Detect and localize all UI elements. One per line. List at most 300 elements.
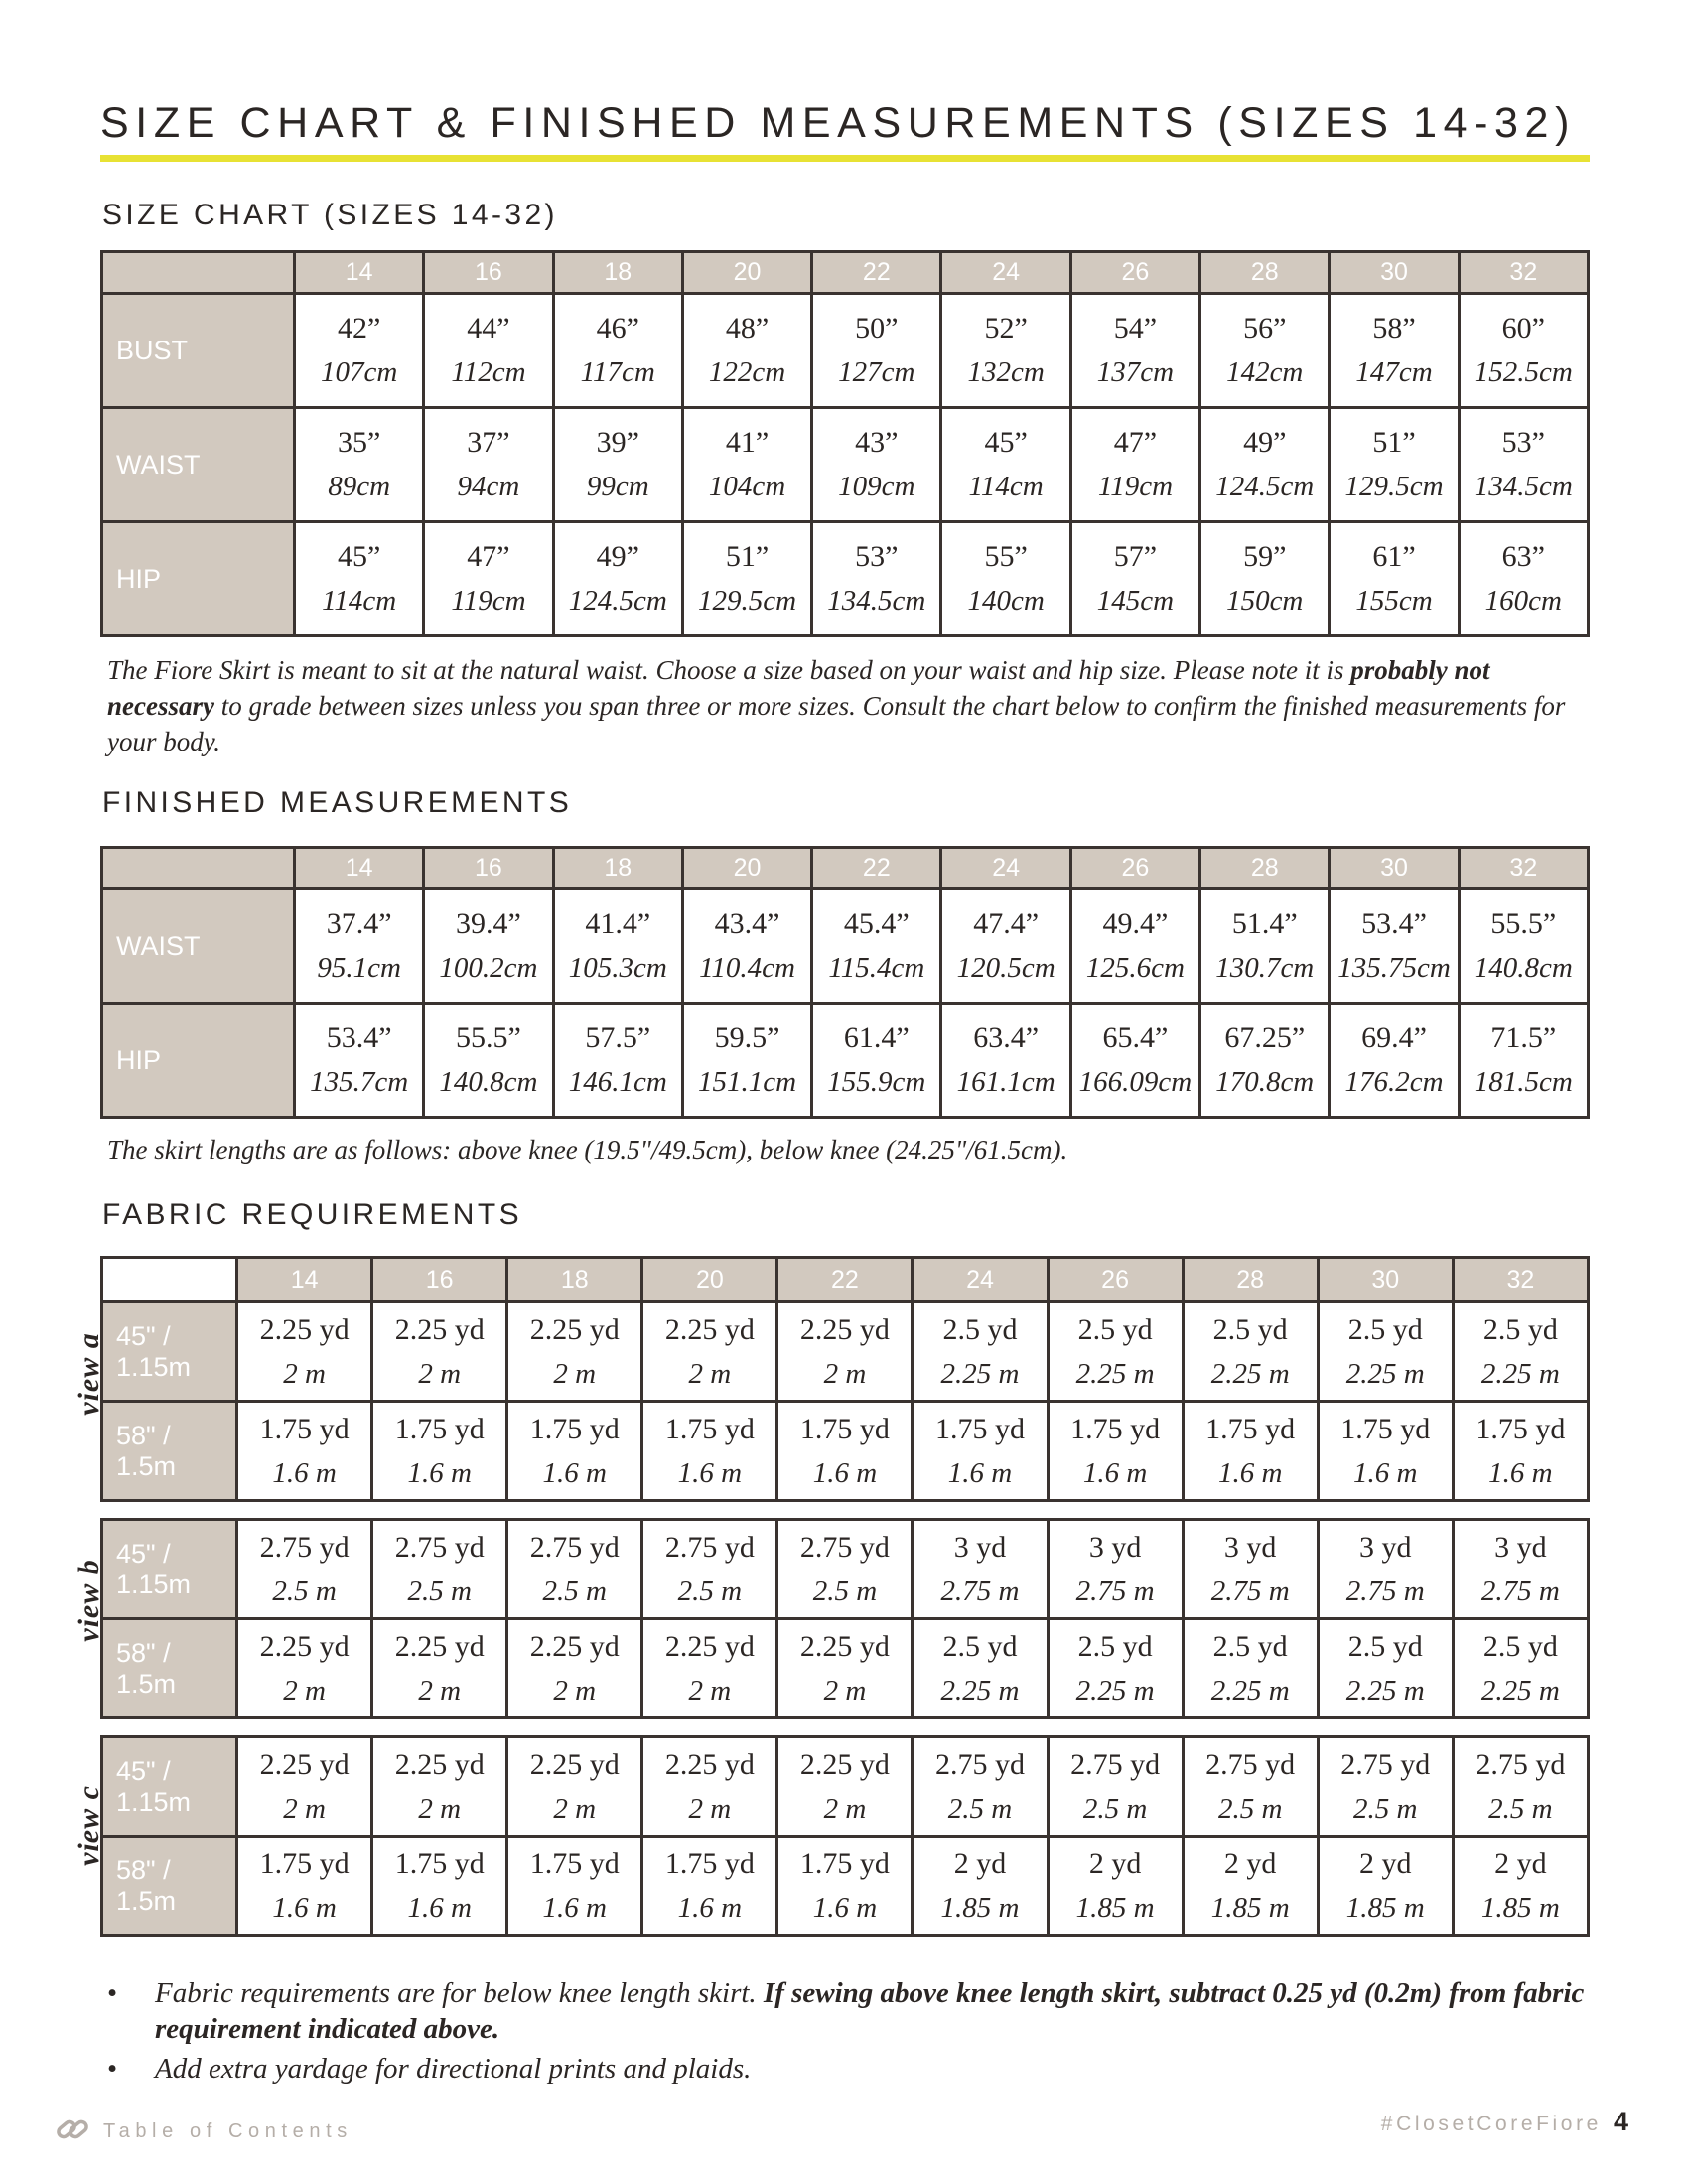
row-label: 58" / 1.5m (102, 1619, 237, 1718)
size-header: 30 (1330, 848, 1459, 889)
size-header: 26 (1070, 252, 1199, 294)
measurement-cell (1048, 1837, 1183, 1936)
imperial-value: 2.25 yd (394, 1629, 485, 1663)
measurement-cell (682, 408, 811, 522)
measurement-cell (295, 1004, 424, 1118)
measurement-cell (1200, 522, 1330, 636)
metric-value: 1.6 m (407, 1456, 472, 1489)
imperial-value: 2.25 yd (529, 1312, 620, 1346)
metric-value: 124.5cm (568, 585, 667, 616)
metric-value: 2.5 m (1082, 1792, 1148, 1825)
page-title: SIZE CHART & FINISHED MEASUREMENTS (SIZES 14-32) (100, 99, 1576, 147)
metric-value: 155cm (1355, 585, 1433, 616)
fabric-note-1-text: Fabric requirements are for below knee length skirt. (155, 1978, 764, 2009)
measurement-cell (1453, 1837, 1588, 1936)
metric-value: 1.85 m (1345, 1891, 1425, 1924)
imperial-value: 1.75 yd (394, 1412, 485, 1445)
imperial-value: 1.75 yd (1340, 1412, 1431, 1445)
skirt-lengths-note: The skirt lengths are as follows: above knee (19.5"/49.5cm), below knee (24.25"/61.5cm). (107, 1135, 1068, 1164)
imperial-value: 47.4” (973, 907, 1040, 940)
view-separator (102, 1718, 1589, 1737)
imperial-value: 43” (855, 426, 899, 459)
header-row (102, 252, 1589, 294)
imperial-value: 2.5 yd (1347, 1629, 1423, 1663)
view-c-label: view c (72, 1785, 105, 1866)
metric-value: 2 m (688, 1674, 732, 1706)
page-number: 4 (1613, 2107, 1628, 2136)
metric-value: 109cm (838, 471, 915, 502)
imperial-value: 44” (467, 312, 510, 344)
imperial-value: 1.75 yd (664, 1846, 755, 1880)
imperial-value: 53.4” (1361, 907, 1427, 940)
measurement-cell (1070, 522, 1199, 636)
size-header: 16 (424, 848, 553, 889)
metric-value: 150cm (1226, 585, 1304, 616)
imperial-value: 2.5 yd (942, 1629, 1018, 1663)
imperial-value: 2.5 yd (942, 1312, 1018, 1346)
measurement-cell (372, 1619, 507, 1718)
metric-value: 89cm (328, 471, 391, 502)
imperial-value: 71.5” (1490, 1022, 1557, 1054)
imperial-value: 35” (337, 426, 381, 459)
imperial-value: 50” (855, 312, 899, 344)
imperial-value: 57.5” (585, 1022, 651, 1054)
measurement-cell (1200, 294, 1330, 408)
measurement-cell (295, 522, 424, 636)
measurement-cell (682, 294, 811, 408)
imperial-value: 1.75 yd (1070, 1412, 1161, 1445)
imperial-value: 55.5” (456, 1022, 521, 1054)
size-header: 18 (553, 252, 682, 294)
imperial-value: 2 yd (1088, 1846, 1142, 1880)
imperial-value: 1.75 yd (259, 1412, 350, 1445)
measurement-cell (1453, 1737, 1588, 1837)
measurement-cell (777, 1302, 913, 1402)
measurement-cell (1318, 1520, 1453, 1619)
imperial-value: 42” (337, 312, 381, 344)
view-separator-cell (102, 1501, 1589, 1520)
measurement-cell (507, 1520, 642, 1619)
imperial-value: 2.25 yd (664, 1747, 755, 1781)
imperial-value: 61” (1372, 540, 1416, 573)
metric-value: 125.6cm (1085, 952, 1185, 984)
imperial-value: 2.5 yd (1212, 1312, 1288, 1346)
imperial-value: 63.4” (973, 1022, 1040, 1054)
measurement-cell (1048, 1520, 1183, 1619)
metric-value: 2.5 m (1217, 1792, 1283, 1825)
imperial-value: 2.25 yd (394, 1747, 485, 1781)
metric-value: 2 m (823, 1792, 867, 1825)
imperial-value: 2.75 yd (1070, 1747, 1161, 1781)
imperial-value: 65.4” (1102, 1022, 1169, 1054)
size-header: 32 (1453, 1258, 1588, 1302)
metric-value: 112cm (451, 356, 526, 388)
size-header: 24 (941, 848, 1070, 889)
metric-value: 100.2cm (439, 952, 538, 984)
measurement-cell (1453, 1520, 1588, 1619)
size-chart-note (107, 652, 1597, 759)
measurement-cell (642, 1302, 777, 1402)
measurement-cell (1453, 1619, 1588, 1718)
imperial-value: 2.75 yd (664, 1530, 755, 1564)
measurement-cell (777, 1402, 913, 1501)
imperial-value: 37” (467, 426, 510, 459)
metric-value: 2.25 m (1210, 1357, 1290, 1390)
imperial-value: 55.5” (1490, 907, 1557, 940)
metric-value: 161.1cm (956, 1066, 1055, 1098)
imperial-value: 1.75 yd (529, 1412, 620, 1445)
imperial-value: 2.5 yd (1482, 1629, 1558, 1663)
imperial-value: 41” (725, 426, 770, 459)
metric-value: 2.25 m (1345, 1357, 1425, 1390)
metric-value: 2 m (688, 1792, 732, 1825)
measurement-cell (1200, 1004, 1330, 1118)
metric-value: 146.1cm (568, 1066, 667, 1098)
measurement-cell (237, 1520, 372, 1619)
fabric-notes (107, 1976, 1597, 2091)
metric-value: 2 m (823, 1357, 867, 1390)
imperial-value: 2.25 yd (799, 1747, 890, 1781)
size-chart-table (100, 250, 1590, 637)
imperial-value: 1.75 yd (1205, 1412, 1296, 1445)
metric-value: 2.25 m (1345, 1674, 1425, 1706)
imperial-value: 54” (1113, 312, 1158, 344)
metric-value: 2.75 m (1210, 1574, 1290, 1607)
metric-value: 1.85 m (1480, 1891, 1560, 1924)
measurement-cell (424, 294, 553, 408)
metric-value: 104cm (708, 471, 786, 502)
measurement-cell (237, 1619, 372, 1718)
measurement-cell (507, 1837, 642, 1936)
metric-value: 99cm (586, 471, 649, 502)
imperial-value: 2.5 yd (1212, 1629, 1288, 1663)
measurement-cell (1070, 889, 1199, 1004)
imperial-value: 3 yd (1223, 1530, 1277, 1564)
imperial-value: 37.4” (326, 907, 392, 940)
metric-value: 120.5cm (956, 952, 1055, 984)
imperial-value: 52” (984, 312, 1028, 344)
imperial-value: 45.4” (843, 907, 910, 940)
imperial-value: 59” (1243, 540, 1287, 573)
size-header: 24 (941, 252, 1070, 294)
table-row (102, 1737, 1589, 1837)
hashtag: #ClosetCoreFiore (1380, 2113, 1602, 2135)
measurement-cell (1453, 1402, 1588, 1501)
imperial-value: 2.75 yd (1476, 1747, 1566, 1781)
metric-value: 2.75 m (1075, 1574, 1155, 1607)
size-header: 24 (913, 1258, 1048, 1302)
measurement-cell (777, 1837, 913, 1936)
fabric-note-1 (107, 1976, 1597, 2047)
measurement-cell (812, 294, 941, 408)
imperial-value: 1.75 yd (259, 1846, 350, 1880)
measurement-cell (682, 889, 811, 1004)
corner-cell (102, 252, 295, 294)
imperial-value: 2 yd (1494, 1846, 1547, 1880)
imperial-value: 51” (1372, 426, 1416, 459)
imperial-value: 1.75 yd (664, 1412, 755, 1445)
metric-value: 1.6 m (812, 1456, 878, 1489)
measurement-cell (372, 1837, 507, 1936)
measurement-cell (295, 408, 424, 522)
fabric-note-2-text: Add extra yardage for directional prints and plaids. (155, 2053, 752, 2085)
measurement-cell (642, 1520, 777, 1619)
measurement-cell (1183, 1837, 1318, 1936)
measurement-cell (424, 1004, 553, 1118)
size-chart-heading: SIZE CHART (SIZES 14-32) (102, 199, 558, 231)
imperial-value: 47” (467, 540, 510, 573)
measurement-cell (424, 522, 553, 636)
metric-value: 129.5cm (1344, 471, 1444, 502)
metric-value: 119cm (451, 585, 526, 616)
metric-value: 94cm (457, 471, 520, 502)
measurement-cell (812, 522, 941, 636)
imperial-value: 2.5 yd (1077, 1629, 1153, 1663)
metric-value: 137cm (1096, 356, 1175, 388)
metric-value: 95.1cm (317, 952, 401, 984)
metric-value: 2.75 m (1480, 1574, 1560, 1607)
metric-value: 119cm (1097, 471, 1174, 502)
fabric-requirements-table (100, 1256, 1590, 1937)
table-row (102, 1302, 1589, 1402)
measurement-cell (372, 1737, 507, 1837)
imperial-value: 2 yd (953, 1846, 1007, 1880)
metric-value: 1.6 m (1488, 1456, 1553, 1489)
measurement-cell (941, 408, 1070, 522)
row-label: WAIST (102, 408, 295, 522)
metric-value: 1.6 m (1353, 1456, 1418, 1489)
metric-value: 2 m (823, 1674, 867, 1706)
measurement-cell (553, 889, 682, 1004)
measurement-cell (507, 1619, 642, 1718)
imperial-value: 49” (596, 540, 639, 573)
imperial-value: 48” (725, 312, 770, 344)
size-header: 14 (237, 1258, 372, 1302)
size-header: 14 (295, 252, 424, 294)
metric-value: 2.75 m (940, 1574, 1020, 1607)
measurement-cell (913, 1520, 1048, 1619)
metric-value: 2 m (553, 1674, 597, 1706)
measurement-cell (777, 1737, 913, 1837)
measurement-cell (372, 1520, 507, 1619)
imperial-value: 2.75 yd (935, 1747, 1025, 1781)
row-label: HIP (102, 522, 295, 636)
measurement-cell (1070, 1004, 1199, 1118)
measurement-cell (507, 1737, 642, 1837)
metric-value: 2.5 m (947, 1792, 1013, 1825)
measurement-cell (913, 1302, 1048, 1402)
imperial-value: 3 yd (953, 1530, 1007, 1564)
bullet-icon: • (107, 2053, 118, 2085)
metric-value: 176.2cm (1344, 1066, 1444, 1098)
metric-value: 140.8cm (1474, 952, 1573, 984)
imperial-value: 57” (1113, 540, 1158, 573)
measurement-cell (1459, 522, 1588, 636)
imperial-value: 60” (1501, 312, 1545, 344)
metric-value: 1.6 m (407, 1891, 472, 1924)
metric-value: 2.25 m (1075, 1357, 1155, 1390)
size-header: 18 (553, 848, 682, 889)
metric-value: 2 m (418, 1674, 462, 1706)
metric-value: 130.7cm (1215, 952, 1315, 984)
metric-value: 127cm (838, 356, 915, 388)
fabric-note-1-bold: If sewing above knee length skirt, subtract 0.25 yd (0.2m) from fabric requirement indicated above. (155, 1978, 1585, 2045)
metric-value: 2 m (553, 1792, 597, 1825)
metric-value: 1.85 m (1210, 1891, 1290, 1924)
view-separator-cell (102, 1718, 1589, 1737)
size-header: 16 (424, 252, 553, 294)
metric-value: 2.25 m (1075, 1674, 1155, 1706)
measurement-cell (777, 1520, 913, 1619)
metric-value: 2 m (418, 1357, 462, 1390)
imperial-value: 1.75 yd (799, 1846, 890, 1880)
measurement-cell (295, 294, 424, 408)
table-row (102, 1837, 1589, 1936)
measurement-cell (1070, 294, 1199, 408)
metric-value: 135.7cm (310, 1066, 409, 1098)
imperial-value: 49.4” (1102, 907, 1169, 940)
size-header: 28 (1183, 1258, 1318, 1302)
row-label: 45" / 1.15m (102, 1737, 237, 1837)
table-row (102, 1619, 1589, 1718)
corner-cell (102, 848, 295, 889)
measurement-cell (553, 294, 682, 408)
imperial-value: 55” (984, 540, 1028, 573)
metric-value: 1.6 m (542, 1456, 607, 1489)
metric-value: 122cm (708, 356, 786, 388)
imperial-value: 49” (1243, 426, 1287, 459)
size-header: 26 (1048, 1258, 1183, 1302)
row-label: 45" / 1.15m (102, 1520, 237, 1619)
measurement-cell (642, 1837, 777, 1936)
measurement-cell (1070, 408, 1199, 522)
measurement-cell (1183, 1402, 1318, 1501)
metric-value: 1.6 m (272, 1456, 337, 1489)
measurement-cell (1183, 1520, 1318, 1619)
metric-value: 2.5 m (542, 1574, 607, 1607)
size-header: 20 (682, 252, 811, 294)
measurement-cell (372, 1402, 507, 1501)
measurement-cell (1330, 1004, 1459, 1118)
imperial-value: 2.25 yd (394, 1312, 485, 1346)
imperial-value: 43.4” (714, 907, 780, 940)
measurement-cell (1048, 1302, 1183, 1402)
metric-value: 105.3cm (568, 952, 667, 984)
metric-value: 2.25 m (1480, 1357, 1560, 1390)
fabric-note-2 (107, 2051, 1597, 2087)
imperial-value: 2.75 yd (394, 1530, 485, 1564)
imperial-value: 56” (1243, 312, 1287, 344)
imperial-value: 41.4” (585, 907, 651, 940)
row-label: 58" / 1.5m (102, 1837, 237, 1936)
metric-value: 155.9cm (827, 1066, 926, 1098)
measurement-cell (1459, 294, 1588, 408)
imperial-value: 2.25 yd (799, 1312, 890, 1346)
measurement-cell (1453, 1302, 1588, 1402)
row-label: WAIST (102, 889, 295, 1004)
metric-value: 2.25 m (1480, 1674, 1560, 1706)
measurement-cell (1318, 1737, 1453, 1837)
metric-value: 2 m (283, 1792, 326, 1825)
metric-value: 166.09cm (1078, 1066, 1193, 1098)
measurement-cell (812, 408, 941, 522)
measurement-cell (424, 408, 553, 522)
measurement-cell (1318, 1302, 1453, 1402)
measurement-cell (1318, 1837, 1453, 1936)
metric-value: 2.5 m (1353, 1792, 1418, 1825)
note-text-2: to grade between sizes unless you span three or more sizes. Consult the chart below to confirm the finished measurements for your body. (107, 691, 1566, 756)
measurement-cell (941, 294, 1070, 408)
size-header: 28 (1200, 848, 1330, 889)
metric-value: 1.6 m (812, 1891, 878, 1924)
imperial-value: 2.25 yd (664, 1312, 755, 1346)
metric-value: 115.4cm (828, 952, 925, 984)
size-header: 28 (1200, 252, 1330, 294)
row-label: HIP (102, 1004, 295, 1118)
imperial-value: 2.75 yd (1205, 1747, 1296, 1781)
imperial-value: 2.75 yd (799, 1530, 890, 1564)
bullet-icon: • (107, 1978, 118, 2009)
imperial-value: 2.75 yd (1340, 1747, 1431, 1781)
metric-value: 132cm (967, 356, 1045, 388)
metric-value: 2.5 m (407, 1574, 472, 1607)
metric-value: 2 m (553, 1357, 597, 1390)
measurement-cell (642, 1619, 777, 1718)
metric-value: 1.6 m (542, 1891, 607, 1924)
metric-value: 2.5 m (812, 1574, 878, 1607)
metric-value: 2.5 m (272, 1574, 337, 1607)
measurement-cell (237, 1402, 372, 1501)
metric-value: 151.1cm (698, 1066, 797, 1098)
measurement-cell (1183, 1302, 1318, 1402)
finished-measurements-table (100, 846, 1590, 1119)
metric-value: 110.4cm (699, 952, 795, 984)
measurement-cell (1330, 889, 1459, 1004)
imperial-value: 2.75 yd (529, 1530, 620, 1564)
size-header: 20 (642, 1258, 777, 1302)
metric-value: 1.85 m (1075, 1891, 1155, 1924)
measurement-cell (941, 889, 1070, 1004)
imperial-value: 2.5 yd (1482, 1312, 1558, 1346)
metric-value: 152.5cm (1474, 356, 1573, 388)
metric-value: 134.5cm (827, 585, 926, 616)
measurement-cell (1459, 1004, 1588, 1118)
imperial-value: 2.25 yd (259, 1747, 350, 1781)
page-footer (1381, 2107, 1628, 2137)
imperial-value: 2 yd (1358, 1846, 1412, 1880)
imperial-value: 2.25 yd (529, 1747, 620, 1781)
imperial-value: 2.25 yd (529, 1629, 620, 1663)
measurement-cell (295, 889, 424, 1004)
measurement-cell (1459, 408, 1588, 522)
metric-value: 135.75cm (1337, 952, 1451, 984)
measurement-cell (424, 889, 553, 1004)
imperial-value: 61.4” (843, 1022, 910, 1054)
imperial-value: 63” (1501, 540, 1545, 573)
header-row (102, 848, 1589, 889)
imperial-value: 1.75 yd (935, 1412, 1025, 1445)
measurement-cell (812, 1004, 941, 1118)
measurement-cell (1048, 1737, 1183, 1837)
imperial-value: 2 yd (1223, 1846, 1277, 1880)
table-of-contents-link[interactable] (56, 2113, 352, 2151)
size-header: 22 (812, 252, 941, 294)
measurement-cell (237, 1737, 372, 1837)
size-header: 30 (1330, 252, 1459, 294)
metric-value: 2 m (418, 1792, 462, 1825)
measurement-cell (1330, 522, 1459, 636)
metric-value: 129.5cm (698, 585, 797, 616)
